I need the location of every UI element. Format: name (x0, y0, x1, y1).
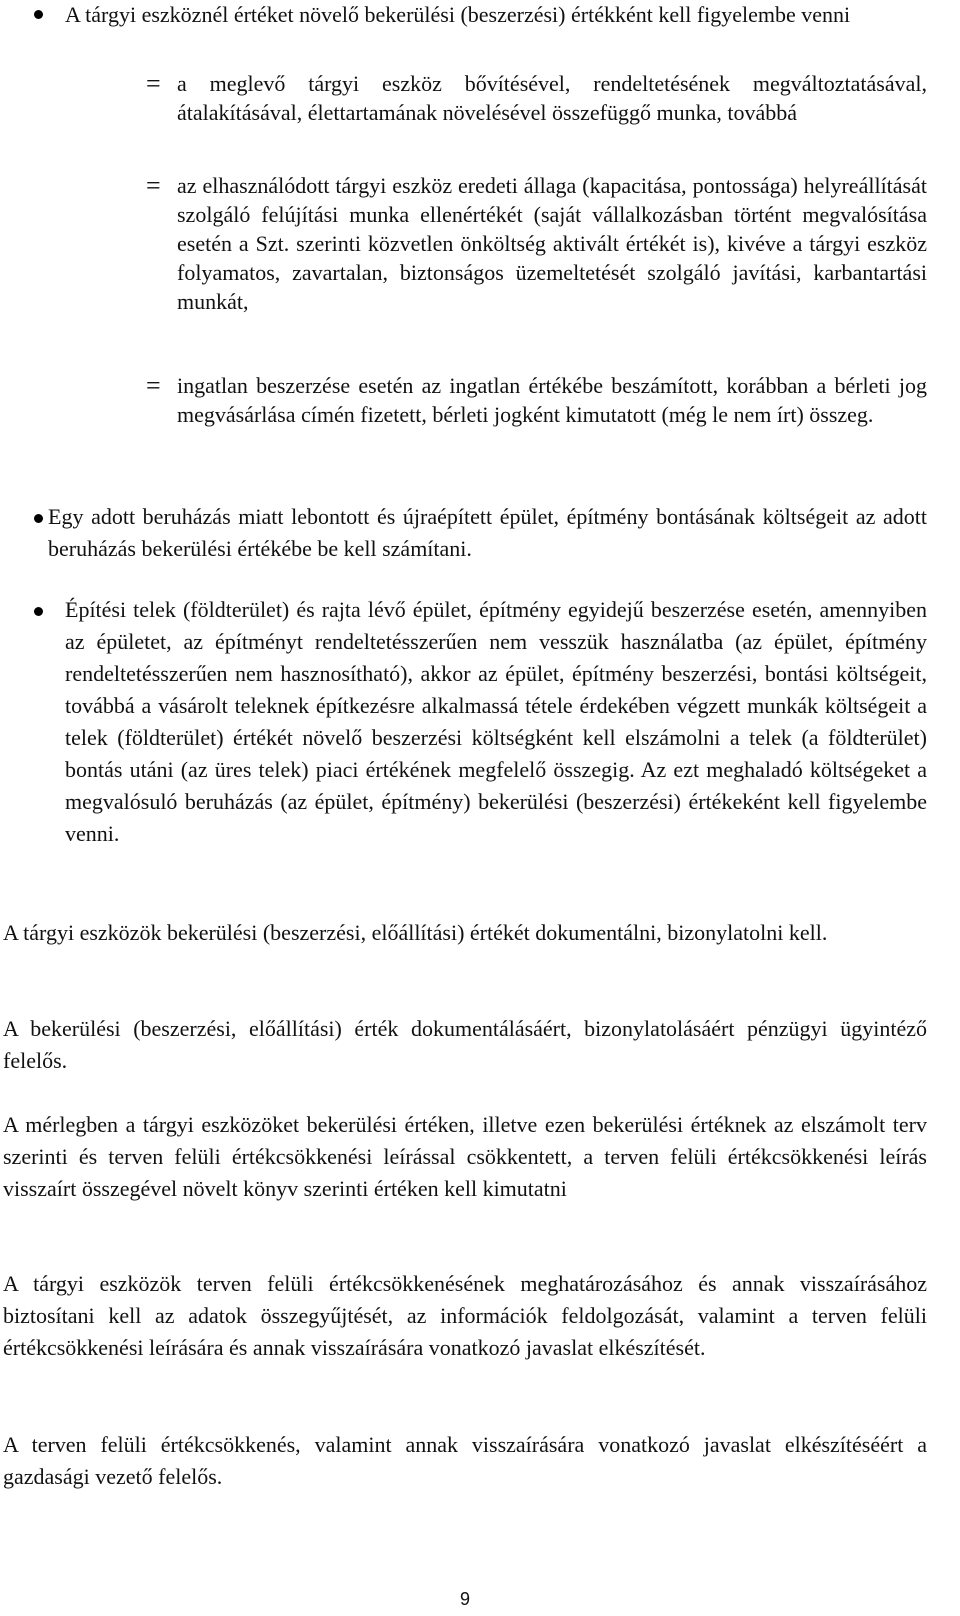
bullet-text: A tárgyi eszköznél értéket növelő bekerülési (beszerzési) értékként kell figyelembe venni (65, 2, 851, 27)
bullet-text: Építési telek (földterület) és rajta lévő épület, építmény egyidejű beszerzése esetén, amennyiben az épületet, az építményt rendeltetésszerűen nem vesszük használatba (az épület, építmény rendeltetésszerűen nem hasznosítható), akkor az épület, építmény beszerzési, bontási költségeit, továbbá a vásárolt teleknek építkezésre alkalmassá tétele érdekében végzett munkák költségeit a telek (földterület) értékét növelő beszerzési költségként kell elszámolni a telek (a földterület) bontás utáni (az üres telek) piaci értékének megfelelő összegig. Az ezt meghaladó költségeket a megvalósuló beruházás (az épület, építmény) bekerülési (beszerzési) értékeként kell figyelembe venni. (65, 597, 927, 846)
bullet-icon (34, 607, 43, 616)
sub-item: ingatlan beszerzése esetén az ingatlan értékébe beszámított, korábban a bérleti jog megvásárlása címén fizetett, bérleti jogként kimutatott (még le nem írt) összeg. (177, 373, 927, 427)
equals-marker-icon: = (146, 69, 161, 98)
paragraph: A terven felüli értékcsökkenés, valamint annak visszaírására vonatkozó javaslat elkészítéséért a gazdasági vezető felelős. (3, 1432, 927, 1489)
paragraph: A tárgyi eszközök bekerülési (beszerzési, előállítási) értékét dokumentálni, bizonylatolni kell. (3, 920, 828, 945)
bullet-icon (34, 514, 43, 523)
page-number: 9 (459, 1589, 470, 1609)
paragraph: A mérlegben a tárgyi eszközöket bekerülési értéken, illetve ezen bekerülési értéknek az elszámolt terv szerinti és terven felüli értékcsökkenési leírással csökkentett, a terven felüli értékcsökkenési leírás visszaírt összegével növelt könyv szerinti értéken kell kimutatni (3, 1112, 927, 1201)
bullet-icon (34, 10, 43, 19)
bullet-text: Egy adott beruházás miatt lebontott és újraépített épület, építmény bontásának költségeit az adott beruházás bekerülési értékébe be kell számítani. (48, 504, 927, 561)
sub-item: a meglevő tárgyi eszköz bővítésével, rendeltetésének megváltoztatásával, átalakításával, élettartamának növelésével összefüggő munka, továbbá (177, 71, 927, 125)
equals-marker-icon: = (146, 171, 161, 200)
sub-item: az elhasználódott tárgyi eszköz eredeti állaga (kapacitása, pontossága) helyreállítását szolgáló felújítási munka ellenértékét (saját vállalkozásban történt megvalósítása esetén a Szt. szerinti közvetlen önköltség aktivált értékét is), kivéve a tárgyi eszköz folyamatos, zavartalan, biztonságos üzemeltetését szolgáló javítási, karbantartási munkát, (177, 173, 927, 314)
paragraph: A bekerülési (beszerzési, előállítási) érték dokumentálásáért, bizonylatolásáért pénzügyi ügyintéző felelős. (3, 1016, 927, 1073)
equals-marker-icon: = (146, 371, 161, 400)
paragraph: A tárgyi eszközök terven felüli értékcsökkenésének meghatározásához és annak visszaírásához biztosítani kell az adatok összegyűjtését, az információk feldolgozását, valamint a terven felüli értékcsökkenési leírására és annak visszaírására vonatkozó javaslat elkészítését. (3, 1271, 927, 1360)
